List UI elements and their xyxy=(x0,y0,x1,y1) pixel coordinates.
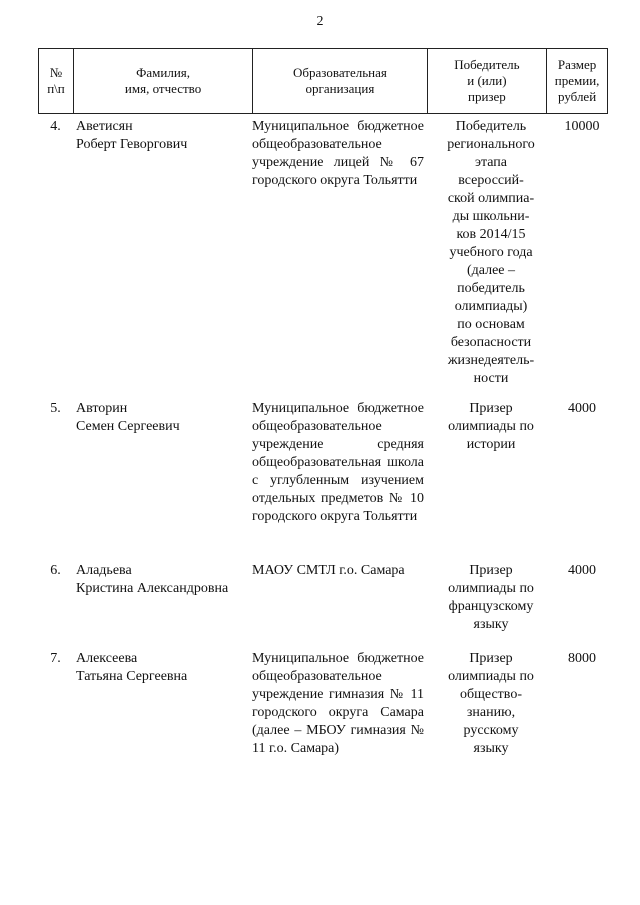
row-number: 7. xyxy=(50,651,61,666)
row-organization: Муниципальное бюджетное общеобразовательное учреждение лицей № 67 городского округа Тольятти xyxy=(252,119,424,188)
row-prize-amount: 4000 xyxy=(568,401,596,416)
row-number: 6. xyxy=(50,563,61,578)
header-winner-status: Победитель и (или) призер xyxy=(428,49,548,113)
header-number: № п\п xyxy=(39,49,74,113)
row-organization: Муниципальное бюджетное общеобразовательное учреждение гимназия № 11 городского округа Самара (далее – МБОУ гимназия № 11 г.о. Самара) xyxy=(252,651,424,756)
header-organization: Образовательная организация xyxy=(253,49,427,113)
row-full-name: Аладьева Кристина Александровна xyxy=(76,563,229,596)
row-prize-amount: 8000 xyxy=(568,651,596,666)
row-number: 4. xyxy=(50,119,61,134)
row-prize-amount: 10000 xyxy=(564,119,600,134)
row-number: 5. xyxy=(50,401,61,416)
page-number: 2 xyxy=(316,14,324,29)
row-winner-status: Призер олимпиады по истории xyxy=(448,401,534,452)
row-winner-status: Призер олимпиады по общество- знанию, русскому языку xyxy=(448,651,534,756)
row-prize-amount: 4000 xyxy=(568,563,596,578)
table-header xyxy=(38,48,608,114)
header-prize-amount: Размер премии, рублей xyxy=(554,57,600,104)
row-full-name: Авторин Семен Сергеевич xyxy=(76,401,180,434)
row-winner-status: Призер олимпиады по французскому языку xyxy=(448,563,534,632)
row-organization: Муниципальное бюджетное общеобразовательное учреждение средняя общеобразовательная школа с углубленным изучением отдельных предметов № 10 городского округа Тольятти xyxy=(252,401,424,524)
header-full-name: Фамилия, имя, отчество xyxy=(74,49,253,113)
row-winner-status: Победитель регионального этапа всероссий- ской олимпиа- ды школьни- ков 2014/15 учебного года (далее – победитель олимпиады) по основам безопасности жизнедеятель- ности xyxy=(447,119,535,386)
row-organization: МАОУ СМТЛ г.о. Самара xyxy=(252,563,405,578)
row-full-name: Аветисян Роберт Геворгович xyxy=(76,119,188,152)
row-full-name: Алексеева Татьяна Сергеевна xyxy=(76,651,188,684)
